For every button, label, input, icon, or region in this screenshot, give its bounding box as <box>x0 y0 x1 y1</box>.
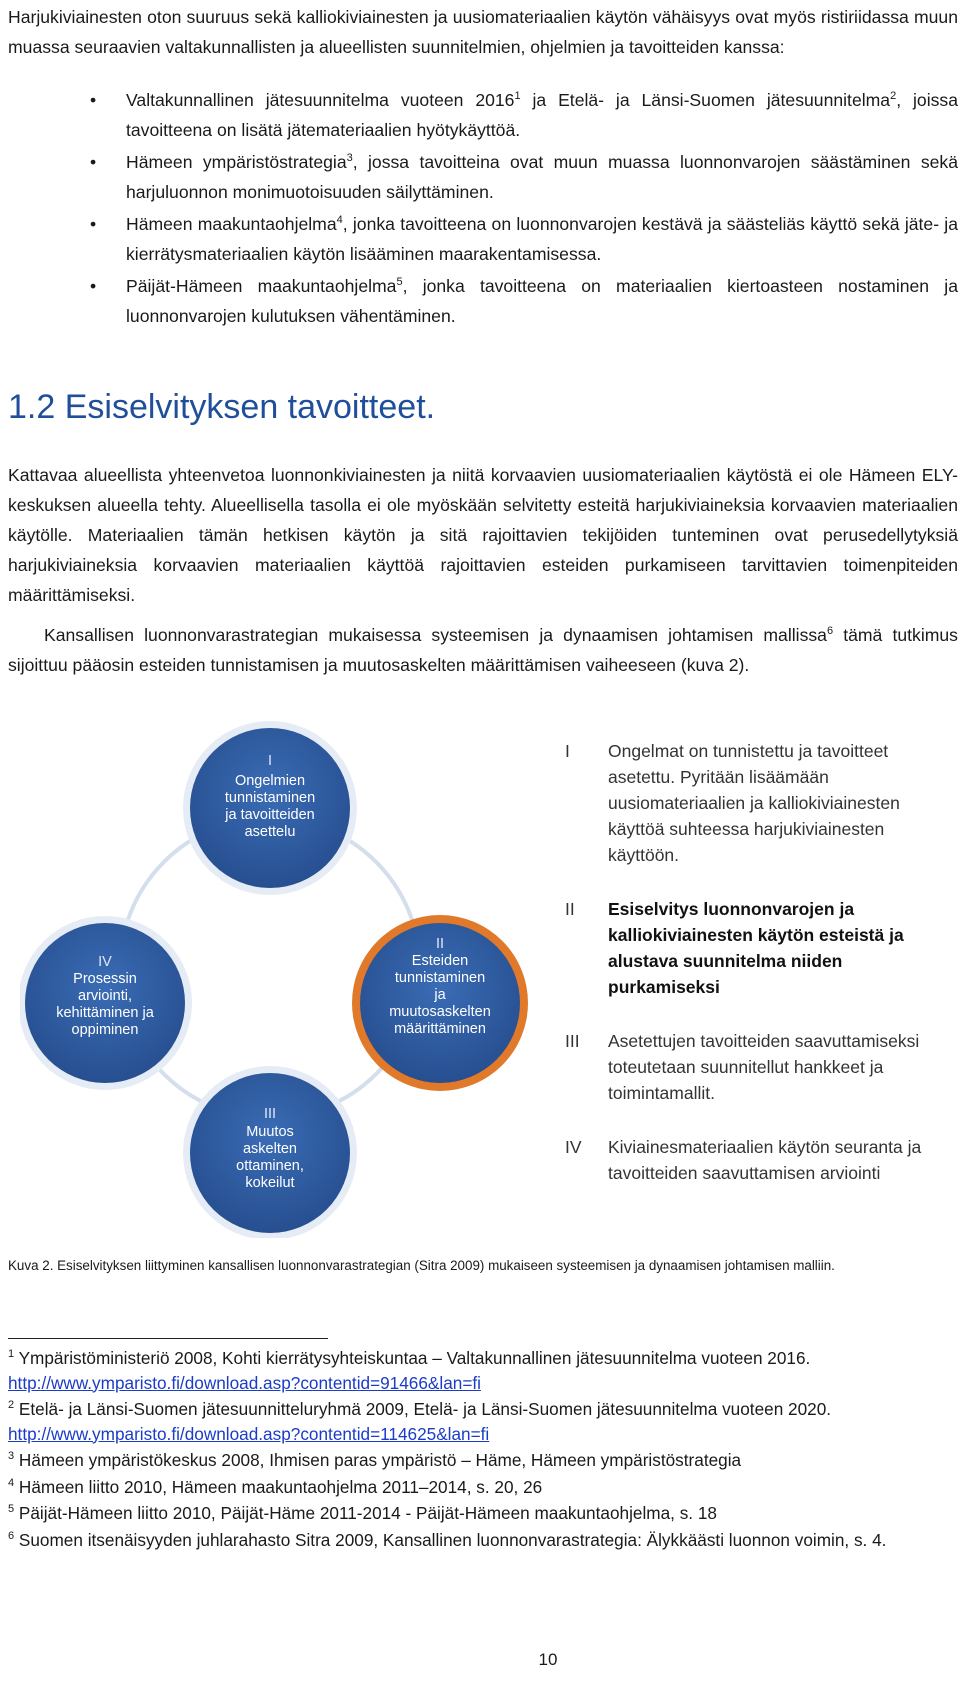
figure-caption: Kuva 2. Esiselvityksen liittyminen kansallisen luonnonvarastrategian (Sitra 2009) mukaiseen systeemisen ja dynaamisen johtamisen malliin. <box>8 1258 835 1273</box>
bullet-icon: • <box>90 276 97 296</box>
footnote-divider <box>8 1338 328 1339</box>
footnote-ref: 3 <box>346 152 353 164</box>
footnote: $^3$ Hämeen ympäristökeskus 2008, Ihmisen paras ympäristö – Häme, Hämeen ympäristöstrategia <box>8 1450 742 1470</box>
list-item: • Valtakunnallinen jätesuunnitelma vuoteen 2016$^1$ ja Etelä- ja Länsi-Suomen jätesuunnitelma$^2$, joissa tavoitteena on lisätä jätemateriaalien hyötykäyttöä. <box>8 85 958 145</box>
footnote-ref: 2 <box>890 90 897 102</box>
circle-label-line: Ongelmien <box>234 773 306 789</box>
circle-label-line: askelten <box>242 1141 298 1157</box>
circle-label-line: ja <box>434 987 446 1003</box>
circle-id-label: II <box>435 936 445 952</box>
footnote-ref: 5 <box>396 276 403 288</box>
footnote-link[interactable]: http://www.ymparisto.fi/download.asp?contentid=91466&lan=fi <box>8 1372 481 1393</box>
intro-paragraph: Harjukiviainesten oton suuruus sekä kalliokiviainesten ja uusiomateriaalien käytön vähäisyys ovat myös ristiriidassa muun muassa seuraavien valtakunnallisten ja alueellisten suunnitelmien, ohjelmien ja tavoitteiden kanssa: <box>8 7 958 57</box>
circle-label-line: kokeilut <box>245 1175 295 1191</box>
list-item: • Hämeen ympäristöstrategia$^3$, jossa tavoitteina ovat muun muassa luonnonvarojen säästäminen sekä harjuluonnon monimuotoisuuden säilyttäminen. <box>8 147 958 207</box>
circle-label-line: Esteiden <box>411 953 469 969</box>
diagram-labels <box>56 753 491 1191</box>
circle-label-line: määrittäminen <box>394 1021 486 1037</box>
list-item: • Päijät-Hämeen maakuntaohjelma$^5$, jonka tavoitteena on materiaalien kiertoasteen nostaminen ja luonnonvarojen kulutuksen vähentäminen. <box>8 271 958 331</box>
page-number: 10 <box>538 1650 558 1669</box>
circle-label-line: ottaminen, <box>236 1158 304 1174</box>
list-item: • Hämeen maakuntaohjelma$^4$, jonka tavoitteena on luonnonvarojen kestävä ja säästeliäs käyttö sekä jäte- ja kierrätysmateriaalien käytön lisääminen maarakentamisessa. <box>8 209 958 269</box>
circle-label-line: tunnistaminen <box>224 790 316 806</box>
body-paragraph: Kattavaa alueellista yhteenvetoa luonnonkiviainesten ja niitä korvaavien uusiomateriaalien käytöstä ei ole Hämeen ELY-keskuksen alueella tehty. Alueellisella tasolla ei ole myöskään selvitetty esteitä harjukiviaineksia korvaavien materiaalien käytölle. Materiaalien tämän hetkisen käytön ja sitä rajoittavien tekijöiden tunteminen ovat perusedellytyksiä harjukiviaineksia korvaavien materiaalien käyttöä rajoittavien esteiden purkamiseen tarvittavien toimenpiteiden määrittämiseksi. <box>8 465 958 605</box>
footnote-ref: 6 <box>826 625 834 637</box>
footnote: $^1$ Ympäristöministeriö 2008, Kohti kierrätysyhteiskuntaa – Valtakunnallinen jätesuunnitelma vuoteen 2016. http://www.ymparisto.fi/download.asp?contentid=91466&lan=fi <box>8 1348 811 1393</box>
circle-label-line: kehittäminen ja <box>56 1005 154 1021</box>
circle-id-label: III <box>263 1106 277 1122</box>
circle-label-line: arviointi, <box>78 988 132 1004</box>
bullet-icon: • <box>90 214 97 234</box>
circle-label-line: asettelu <box>244 824 296 840</box>
document-page: Harjukiviainesten oton suuruus sekä kalliokiviainesten ja uusiomateriaalien käytön vähäisyys ovat myös ristiriidassa muun muassa seuraavien valtakunnallisten ja alueellisten suunnitelmien, ohjelmien ja tavoitteiden kanssa: • Valtakunnallinen jätesuunnitelma vuoteen 2016$^1$ ja Etelä- ja Länsi-Suomen jätesuunnitelma$^2$, joissa tavoitteena on lisätä jätemateriaalien hyötykäyttöä. • Hämeen ympäristöstrategia$^3$, jossa tavoitteina ovat muun muassa luonnonvarojen säästäminen sekä harjuluonnon monimuotoisuuden säilyttäminen. • Hämeen maakuntaohjelma$^4$, jonka tavoitteena on luonnonvarojen kestävä ja säästeliäs käyttö sekä jäte- ja kierrätysmateriaalien käytön lisääminen maarakentamisessa. • Päijät-Hämeen maakuntaohjelma$^5$, jonka tavoitteena on materiaalien kiertoasteen nostaminen ja luonnonvarojen kulutuksen vähentäminen. 1.2 Esiselvityksen tavoitteet. Kattavaa alueellista yhteenvetoa luonnonkiviainesten ja niitä korvaavien uusiomateriaalien käytöstä ei ole Hämeen ELY-keskuksen alueella tehty. Alueellisella tasolla ei ole myöskään selvitetty esteitä harjukiviaineksia korvaavien materiaalien käytölle. Materiaalien tämän hetkisen käytön ja sitä rajoittavien tekijöiden tunteminen ovat perusedellytyksiä harjukiviaineksia korvaavien materiaalien käyttöä rajoittavien esteiden purkamiseen tarvittavien toimenpiteiden määrittämiseksi. Kansallisen luonnonvarastrategian mukaisessa systeemisen ja dynaamisen johtamisen mallissa$^6$ tämä tutkimus sijoittuu pääosin esteiden tunnistamisen ja muutosaskelten määrittämisen vaiheeseen (kuva 2). I Ongelmien tunnistaminen ja tavoitteiden asettelu IV Prosessin arviointi, kehittäminen ja oppiminen II Esteiden tunnistaminen ja muutosaskelten määrittäminen III Muutos askelten ottaminen, kokeilut I Ongelmat on tunnistettu ja tavoitteet asetettu. Pyritään lisäämään uusiomateriaalien ja kalliokiviainesten käyttöä suhteessa harjukiviainesten käyttöön. II Esiselvitys luonnonvarojen ja kalliokiviainesten käytön esteistä ja alustava suunnitelma niiden purkamiseksi III Asetettujen tavoitteiden saavuttamiseksi toteutetaan suunnitellut hankkeet ja toimintamallit. IV Kiviainesmateriaalien käytön seuranta ja tavoitteiden saavuttamisen arviointi Kuva 2. Esiselvityksen liittyminen kansallisen luonnonvarastrategian (Sitra 2009) mukaiseen systeemisen ja dynaamisen johtamisen malliin. $^1$ Ympäristöministeriö 2008, Kohti kierrätysyhteiskuntaa – Valtakunnallinen jätesuunnitelma vuoteen 2016. http://www.ymparisto.fi/download.asp?contentid=91466&lan=fi $^2$ Etelä- ja Länsi-Suomen jätesuunnitteluryhmä 2009, Etelä- ja Länsi-Suomen jätesuunnitelma vuoteen 2020. http://www.ymparisto.fi/download.asp?contentid=114625&lan=fi $^3$ Hämeen ympäristökeskus 2008, Ihmisen paras ympäristö – Häme, Hämeen ympäristöstrategia $^4$ Hämeen liitto 2010, Hämeen maakuntaohjelma 2011–2014, s. 20, 26 $^5$ Päijät-Hämeen liitto 2010, Päijät-Häme 2011-2014 - Päijät-Hämeen maakuntaohjelma, s. 18 $^6$ Suomen itsenäisyyden juhlarahasto Sitra 2009, Kansallinen luonnonvarastrategia: Älykkäästi luonnon voimin, s. 4. 10 <box>0 0 960 1682</box>
bullet-icon: • <box>90 90 97 110</box>
circle-label-line: oppiminen <box>71 1022 139 1038</box>
circle-id-label: IV <box>98 954 112 970</box>
footnote: $^6$ Suomen itsenäisyyden juhlarahasto Sitra 2009, Kansallinen luonnonvarastrategia: Älykkäästi luonnon voimin, s. 4. <box>8 1529 887 1550</box>
cycle-diagram <box>20 718 560 1238</box>
footnote: $^4$ Hämeen liitto 2010, Hämeen maakuntaohjelma 2011–2014, s. 20, 26 <box>8 1476 543 1497</box>
circle-label-line: ja tavoitteiden <box>225 807 315 823</box>
circle-label-line: muutosaskelten <box>389 1004 491 1020</box>
footnote: $^2$ Etelä- ja Länsi-Suomen jätesuunnitteluryhmä 2009, Etelä- ja Länsi-Suomen jätesuunnitelma vuoteen 2020. http://www.ymparisto.fi/download.asp?contentid=114625&lan=fi <box>8 1399 832 1444</box>
circle-label-line: tunnistaminen <box>394 970 486 986</box>
footnote-link[interactable]: http://www.ymparisto.fi/download.asp?contentid=114625&lan=fi <box>8 1423 490 1444</box>
circle-label-line: Prosessin <box>73 971 137 987</box>
circle-label-line: Muutos <box>246 1124 294 1140</box>
section-heading: 1.2 Esiselvityksen tavoitteet. <box>8 388 436 426</box>
body-paragraph-2: Kansallisen luonnonvarastrategian mukaisessa systeemisen ja dynaamisen johtamisen mallissa$^6$ tämä tutkimus sijoittuu pääosin esteiden tunnistamisen ja muutosaskelten määrittämisen vaiheeseen (kuva 2). <box>8 625 958 675</box>
footnote-ref: 1 <box>514 90 521 102</box>
bullet-icon: • <box>90 152 97 172</box>
plans-bullet-list <box>8 85 958 333</box>
circle-id-label: I <box>267 753 273 769</box>
footnote: $^5$ Päijät-Hämeen liitto 2010, Päijät-Häme 2011-2014 - Päijät-Hämeen maakuntaohjelma, s. 18 <box>8 1503 717 1523</box>
footnote-ref: 4 <box>336 214 343 226</box>
footnotes <box>8 1346 958 1554</box>
